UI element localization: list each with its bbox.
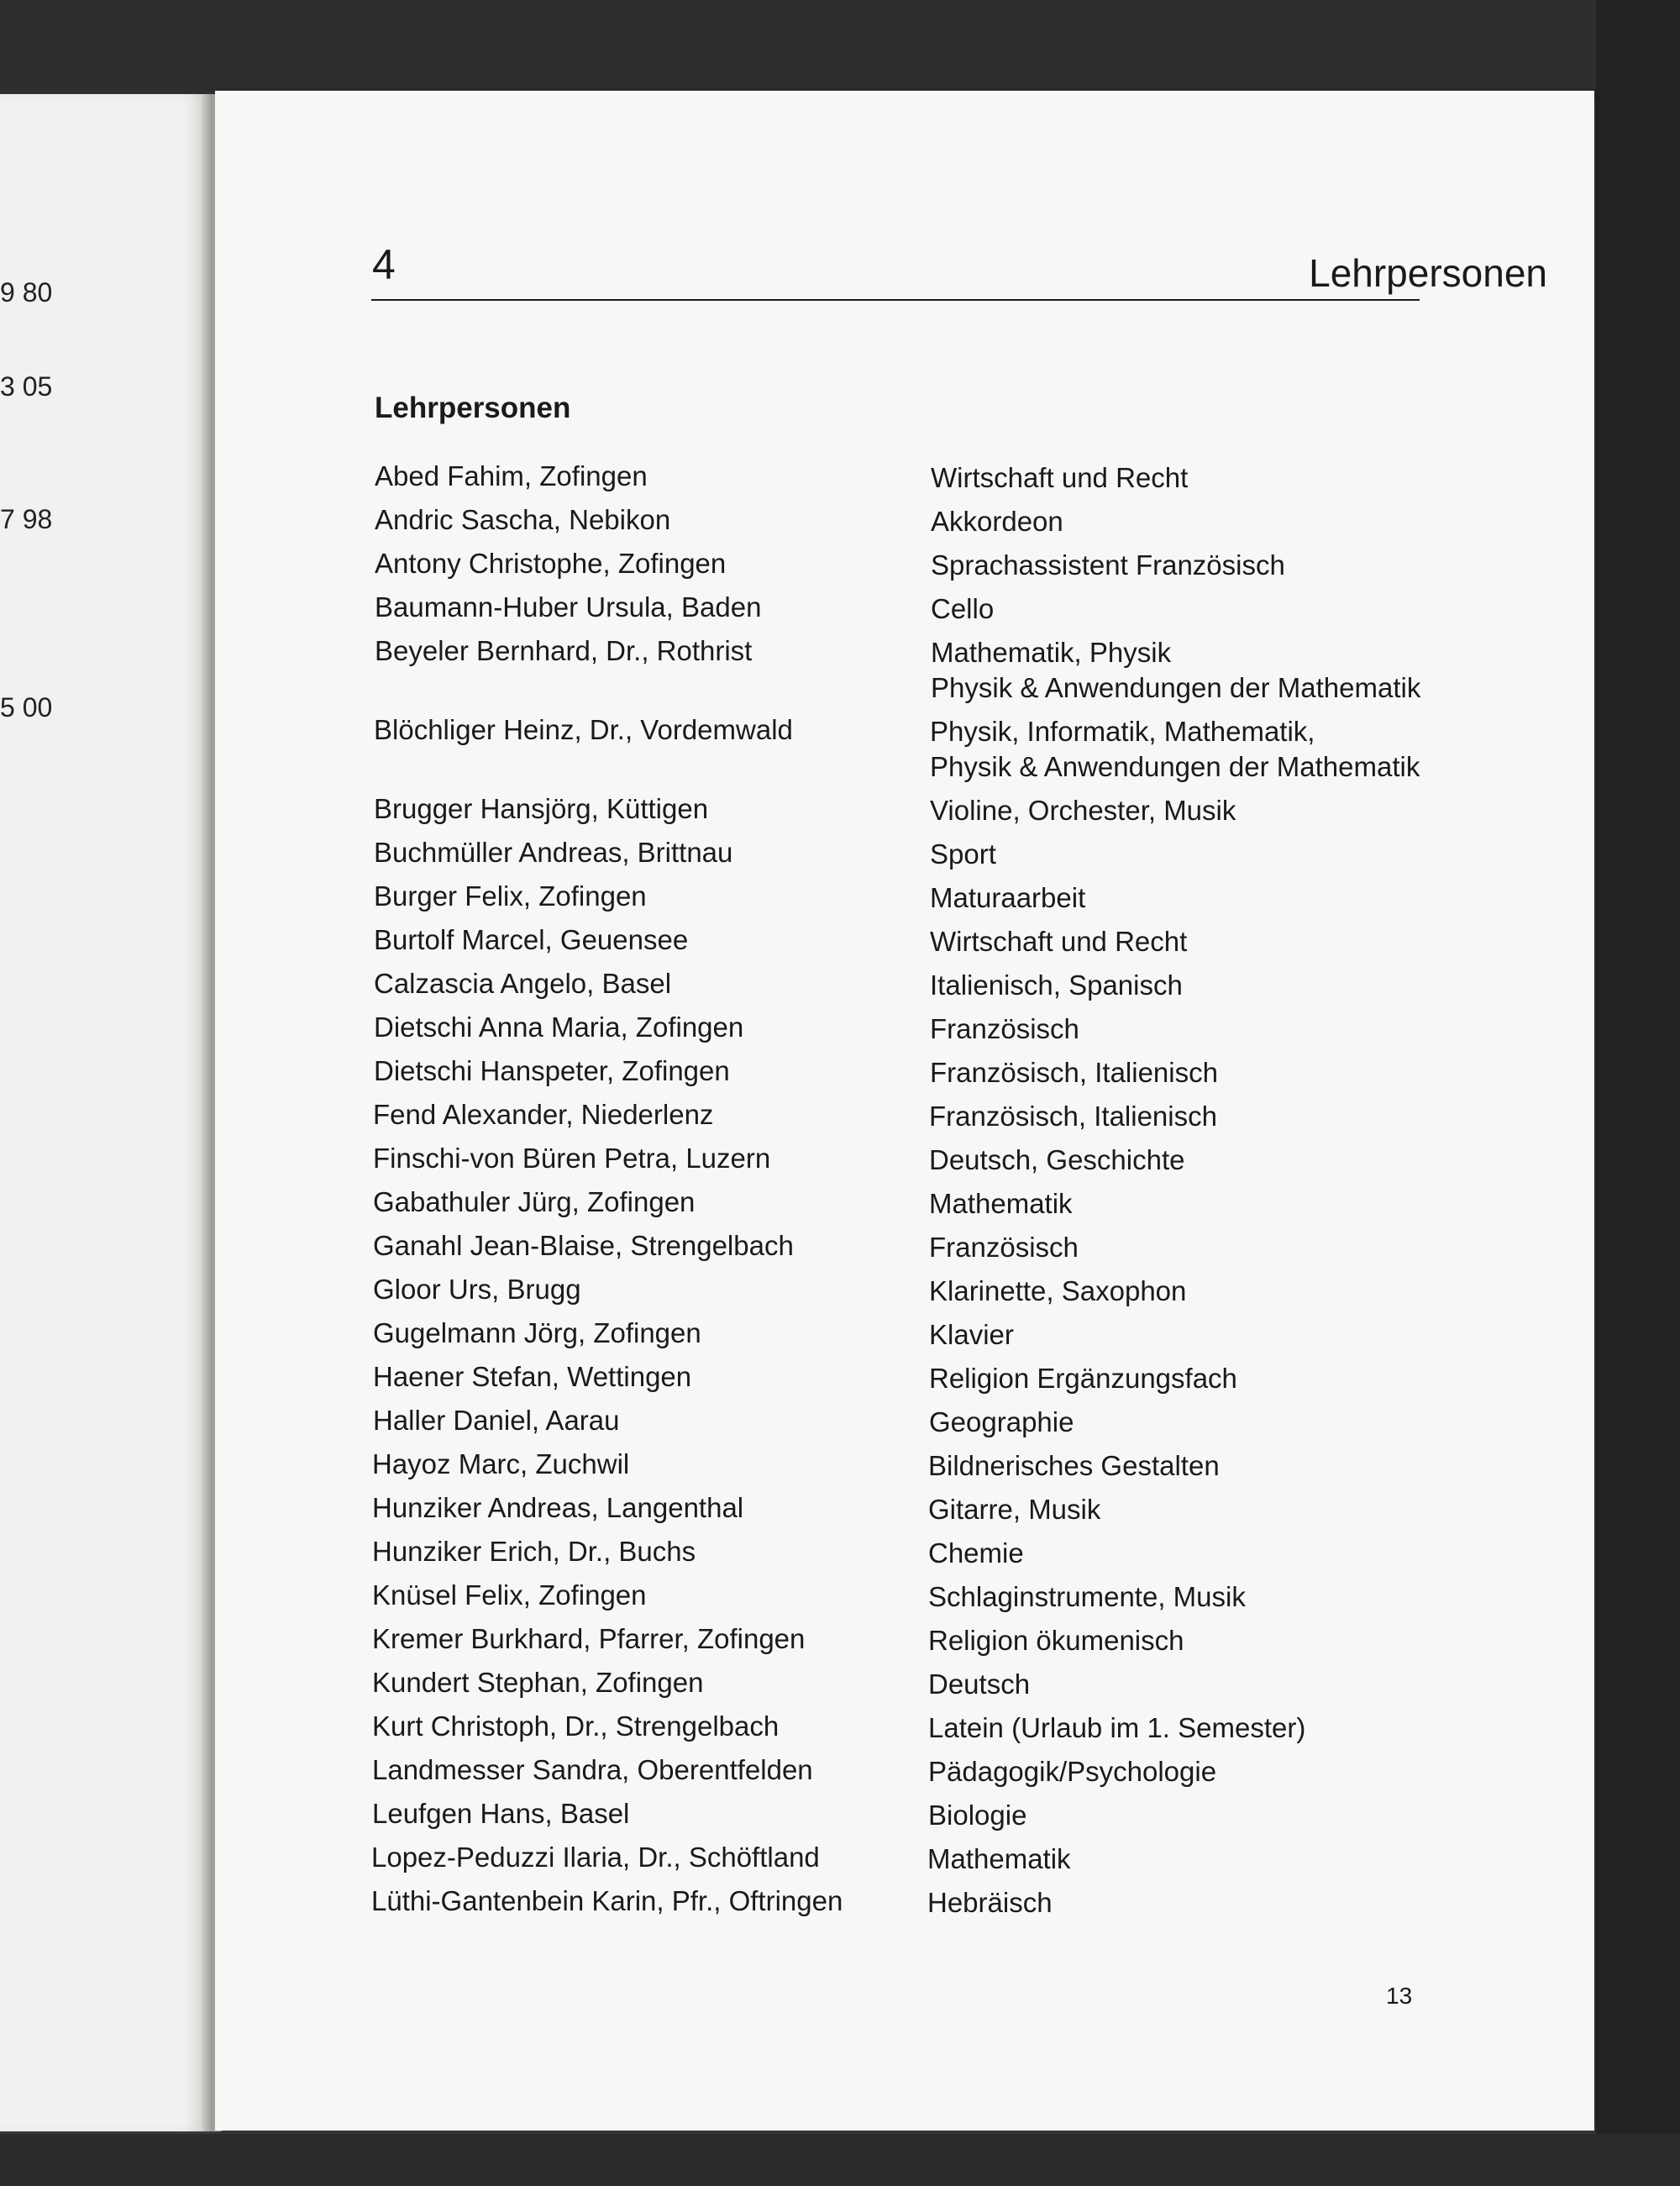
teacher-subjects [931, 504, 1063, 539]
teacher-subjects [928, 1754, 1216, 1789]
teacher-name: Hayoz Marc, Zuchwil [372, 1448, 630, 1479]
subject-line: Religion ökumenisch [928, 1625, 1184, 1656]
subject-line: Mathematik [927, 1843, 1071, 1874]
teacher-name: Gloor Urs, Brugg [373, 1274, 581, 1305]
teacher-name: Haener Stefan, Wettingen [373, 1361, 692, 1392]
teacher-name: Kundert Stephan, Zofingen [372, 1667, 704, 1698]
teacher-name: Lüthi-Gantenbein Karin, Pfr., Oftringen [371, 1885, 843, 1916]
subject-line: Wirtschaft und Recht [930, 926, 1188, 957]
scan-background-right [1596, 0, 1680, 2186]
subject-line: Wirtschaft und Recht [931, 462, 1189, 493]
teacher-subjects [931, 591, 994, 627]
subject-line: Gitarre, Musik [928, 1494, 1101, 1525]
teacher-subjects [930, 1055, 1218, 1090]
teacher-subjects [929, 1186, 1073, 1222]
section-heading: Lehrpersonen [375, 391, 571, 424]
subject-line: Pädagogik/Psychologie [928, 1756, 1217, 1787]
teacher-name: Haller Daniel, Aarau [373, 1405, 620, 1436]
teacher-subjects [927, 1885, 1053, 1921]
subject-line: Maturaarbeit [930, 882, 1086, 913]
teacher-subjects [931, 548, 1285, 583]
teacher-subjects [929, 1361, 1237, 1396]
teacher-subjects [929, 1405, 1074, 1440]
teacher-name: Fend Alexander, Niederlenz [373, 1099, 714, 1130]
teacher-subjects [930, 880, 1085, 916]
subject-line: Physik & Anwendungen der Mathematik [931, 672, 1421, 703]
subject-line: Französisch [930, 1013, 1079, 1044]
subject-line: Deutsch, Geschichte [929, 1144, 1185, 1175]
edge-number: 5 00 [0, 692, 53, 723]
teacher-name: Antony Christophe, Zofingen [375, 548, 727, 579]
subject-line: Latein (Urlaub im 1. Semester) [928, 1712, 1306, 1743]
subject-line: Klavier [929, 1319, 1014, 1350]
teacher-name: Buchmüller Andreas, Brittnau [374, 837, 733, 868]
subject-line: Cello [931, 593, 995, 624]
subject-line: Französisch, Italienisch [930, 1057, 1218, 1088]
subject-line: Physik & Anwendungen der Mathematik [930, 751, 1420, 782]
subject-line: Mathematik, Physik [931, 637, 1172, 668]
teacher-name: Ganahl Jean-Blaise, Strengelbach [373, 1230, 794, 1261]
teacher-name: Brugger Hansjörg, Küttigen [374, 793, 709, 824]
edge-number: 9 80 [0, 277, 53, 307]
teacher-subjects [927, 1842, 1071, 1877]
subject-line: Französisch, Italienisch [929, 1101, 1217, 1132]
chapter-title: Lehrpersonen [1309, 251, 1547, 295]
teacher-subjects [929, 1143, 1184, 1178]
subject-line: Klarinette, Saxophon [929, 1275, 1187, 1306]
subject-line: Mathematik [929, 1188, 1073, 1219]
teacher-name: Gabathuler Jürg, Zofingen [373, 1186, 696, 1217]
document-page [215, 91, 1594, 2131]
teacher-subjects [928, 1710, 1305, 1746]
teacher-subjects [928, 1623, 1184, 1658]
teacher-name: Landmesser Sandra, Oberentfelden [372, 1754, 813, 1785]
subject-line: Physik, Informatik, Mathematik, [930, 716, 1315, 747]
previous-page-edge [0, 94, 206, 2131]
edge-number: 3 05 [0, 371, 53, 402]
page-number: 13 [1386, 1983, 1413, 2009]
edge-number: 7 98 [0, 504, 53, 534]
teacher-subjects [929, 1230, 1079, 1265]
teacher-subjects [930, 1012, 1079, 1047]
subject-line: Hebräisch [927, 1887, 1053, 1918]
teacher-subjects [928, 1579, 1246, 1615]
teacher-subjects [929, 1317, 1014, 1353]
teacher-name: Kurt Christoph, Dr., Strengelbach [372, 1710, 780, 1742]
subject-line: Akkordeon [931, 506, 1063, 537]
teacher-subjects [928, 1536, 1024, 1571]
teacher-name: Blöchliger Heinz, Dr., Vordemwald [374, 714, 793, 745]
subject-line: Sprachassistent Französisch [931, 549, 1285, 581]
teacher-name: Dietschi Anna Maria, Zofingen [374, 1012, 744, 1043]
teacher-subjects [928, 1798, 1026, 1833]
teacher-subjects [928, 1448, 1220, 1484]
subject-line: Deutsch [928, 1668, 1031, 1700]
subject-line: Religion Ergänzungsfach [929, 1363, 1237, 1394]
teacher-name: Finschi-von Büren Petra, Luzern [373, 1143, 771, 1174]
subject-line: Schlaginstrumente, Musik [928, 1581, 1246, 1612]
teacher-name: Knüsel Felix, Zofingen [372, 1579, 647, 1611]
subject-line: Chemie [928, 1537, 1024, 1569]
teacher-name: Abed Fahim, Zofingen [375, 460, 648, 491]
teacher-subjects [931, 635, 1420, 706]
subject-line: Sport [930, 838, 996, 870]
teacher-name: Dietschi Hanspeter, Zofingen [374, 1055, 730, 1086]
teacher-name: Baumann-Huber Ursula, Baden [375, 591, 762, 623]
teacher-name: Burger Felix, Zofingen [374, 880, 647, 912]
teacher-subjects [930, 968, 1183, 1003]
teacher-name: Andric Sascha, Nebikon [375, 504, 671, 535]
teacher-name: Hunziker Erich, Dr., Buchs [372, 1536, 696, 1567]
teacher-name: Calzascia Angelo, Basel [374, 968, 672, 999]
teacher-name: Burtolf Marcel, Geuensee [374, 924, 689, 955]
subject-line: Biologie [928, 1800, 1027, 1831]
scan-background-top [0, 0, 1680, 101]
teacher-subjects [929, 1274, 1186, 1309]
teacher-name: Leufgen Hans, Basel [372, 1798, 630, 1829]
subject-line: Italienisch, Spanisch [930, 970, 1183, 1001]
teacher-subjects [929, 1099, 1217, 1134]
teacher-subjects [931, 460, 1188, 496]
teacher-subjects [930, 837, 996, 872]
subject-line: Violine, Orchester, Musik [930, 795, 1236, 826]
teacher-name: Beyeler Bernhard, Dr., Rothrist [375, 635, 753, 666]
header-rule [371, 299, 1420, 301]
subject-line: Französisch [929, 1232, 1079, 1263]
teacher-subjects [930, 793, 1236, 828]
subject-line: Geographie [929, 1406, 1074, 1437]
teacher-subjects [930, 924, 1187, 959]
teacher-name: Kremer Burkhard, Pfarrer, Zofingen [372, 1623, 806, 1654]
scan-background-bottom [0, 2134, 1680, 2186]
teacher-name: Hunziker Andreas, Langenthal [372, 1492, 744, 1523]
teacher-name: Gugelmann Jörg, Zofingen [373, 1317, 701, 1348]
teacher-subjects [928, 1492, 1100, 1527]
subject-line: Bildnerisches Gestalten [928, 1450, 1220, 1481]
teacher-name: Lopez-Peduzzi Ilaria, Dr., Schöftland [371, 1842, 820, 1873]
teacher-subjects [928, 1667, 1030, 1702]
teacher-subjects [930, 714, 1420, 785]
chapter-number: 4 [372, 241, 396, 288]
